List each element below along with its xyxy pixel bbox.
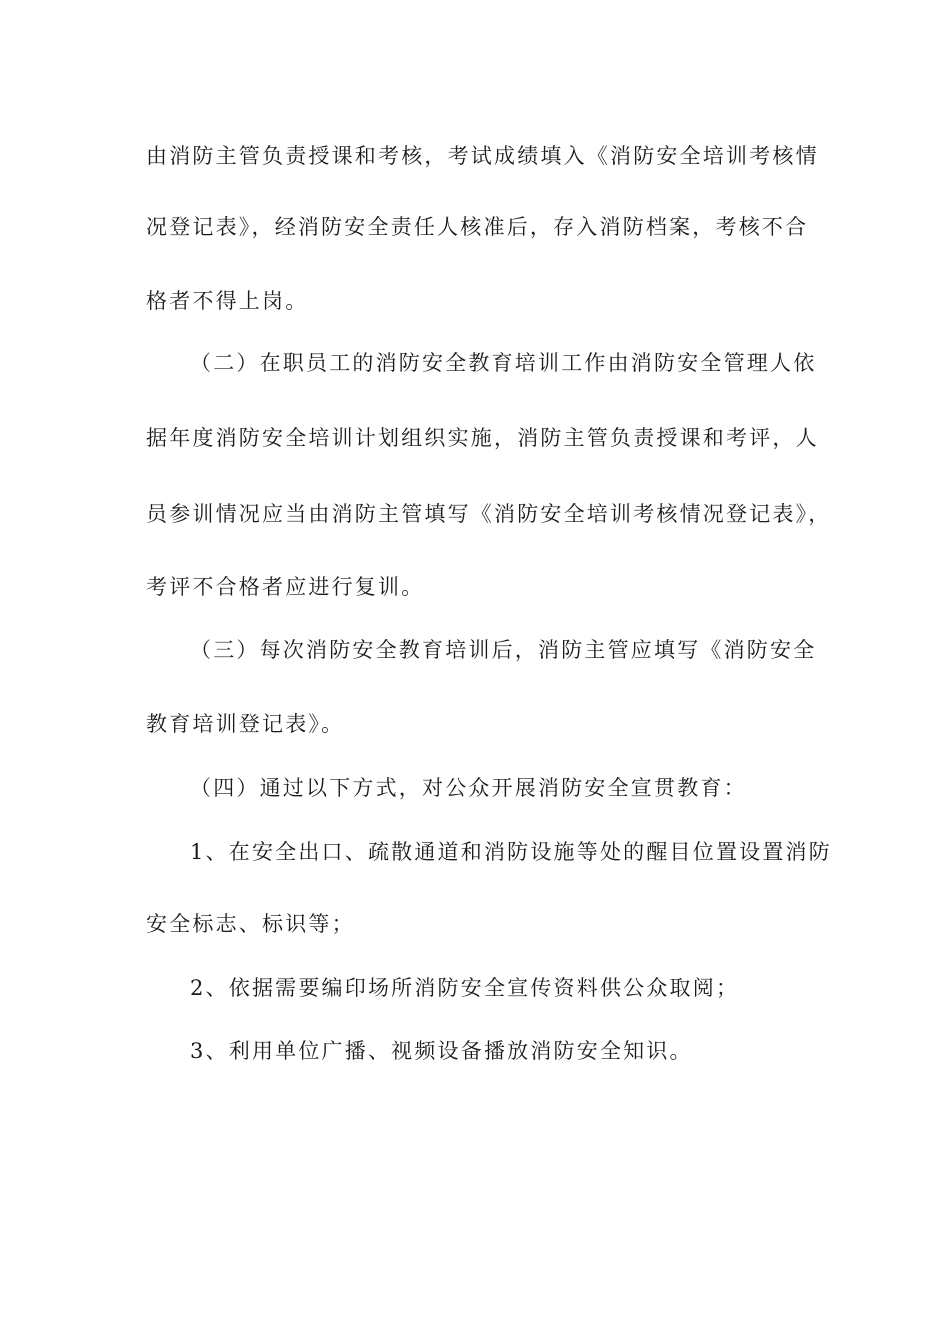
paragraph-line: （三）每次消防安全教育培训后，消防主管应填写《消防安全 bbox=[190, 638, 817, 662]
paragraph-line: 格者不得上岗。 bbox=[146, 289, 309, 313]
paragraph-line: 况登记表》，经消防安全责任人核准后，存入消防档案，考核不合 bbox=[146, 215, 809, 239]
paragraph-line: （四）通过以下方式，对公众开展消防安全宣贯教育： bbox=[190, 776, 747, 800]
list-item: 3、利用单位广播、视频设备播放消防安全知识。 bbox=[190, 1039, 693, 1063]
list-item: 2、依据需要编印场所消防安全宣传资料供公众取阅； bbox=[190, 976, 740, 1000]
paragraph-line: 由消防主管负责授课和考核，考试成绩填入《消防安全培训考核情 bbox=[146, 144, 819, 168]
list-item: 1、在安全出口、疏散通道和消防设施等处的醒目位置设置消防 bbox=[190, 840, 832, 864]
paragraph-line: （二）在职员工的消防安全教育培训工作由消防安全管理人依 bbox=[190, 351, 817, 375]
list-item-continuation: 安全标志、标识等； bbox=[146, 912, 355, 936]
paragraph-line: 教育培训登记表》。 bbox=[146, 712, 345, 736]
paragraph-line: 考评不合格者应进行复训。 bbox=[146, 575, 425, 599]
paragraph-line: 据年度消防安全培训计划组织实施，消防主管负责授课和考评，人 bbox=[146, 426, 819, 450]
paragraph-line: 员参训情况应当由消防主管填写《消防安全培训考核情况登记表》， bbox=[146, 502, 832, 526]
